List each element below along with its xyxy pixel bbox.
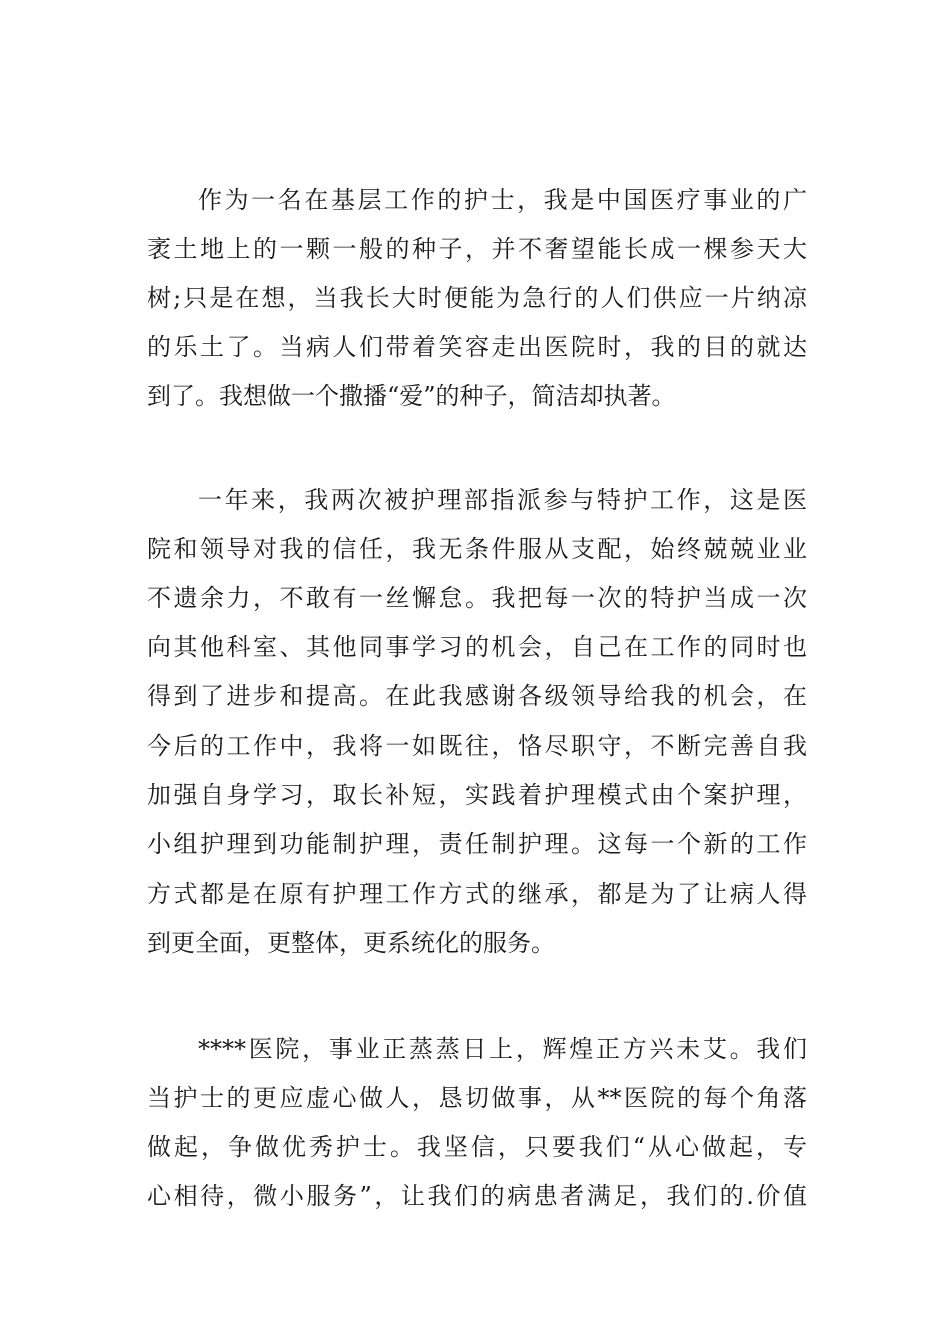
paragraph-line: 加强自身学习，取长补短，实践着护理模式由个案护理， <box>147 781 807 809</box>
paragraph-line: 树;只是在想，当我长大时便能为急行的人们供应一片纳凉 <box>147 284 807 312</box>
paragraph-line: 一年来，我两次被护理部指派参与特护工作，这是医 <box>198 486 807 514</box>
paragraph-line: 心相待，微小服务”，让我们的病患者满足，我们的.价值 <box>147 1182 807 1210</box>
paragraph-line: 方式都是在原有护理工作方式的继承，都是为了让病人得 <box>147 880 807 908</box>
paragraph-line: 向其他科室、其他同事学习的机会，自己在工作的同时也 <box>147 633 807 661</box>
paragraph-line: 作为一名在基层工作的护士，我是中国医疗事业的广 <box>198 186 807 214</box>
paragraph-line: 的乐土了。当病人们带着笑容走出医院时，我的目的就达 <box>147 333 807 361</box>
paragraph-line: 当护士的更应虚心做人，恳切做事，从**医院的每个角落 <box>147 1084 807 1112</box>
paragraph-line: 到更全面，更整体，更系统化的服务。 <box>147 929 555 957</box>
paragraph-line: 院和领导对我的信任，我无条件服从支配，始终兢兢业业 <box>147 535 807 563</box>
paragraph-line: ****医院，事业正蒸蒸日上，辉煌正方兴未艾。我们 <box>198 1035 807 1063</box>
paragraph-line: 今后的工作中，我将一如既往，恪尽职守，不断完善自我 <box>147 732 807 760</box>
paragraph-line: 袤土地上的一颗一般的种子，并不奢望能长成一棵参天大 <box>147 235 807 263</box>
paragraph-line: 得到了进步和提高。在此我感谢各级领导给我的机会，在 <box>147 682 807 710</box>
paragraph-line: 到了。我想做一个撒播“爱”的种子，简洁却执著。 <box>147 382 676 410</box>
paragraph-line: 小组护理到功能制护理，责任制护理。这每一个新的工作 <box>147 830 807 858</box>
paragraph-line: 做起，争做优秀护士。我坚信，只要我们“从心做起，专 <box>147 1133 807 1161</box>
paragraph-line: 不遗余力，不敢有一丝懈怠。我把每一次的特护当成一次 <box>147 584 807 612</box>
